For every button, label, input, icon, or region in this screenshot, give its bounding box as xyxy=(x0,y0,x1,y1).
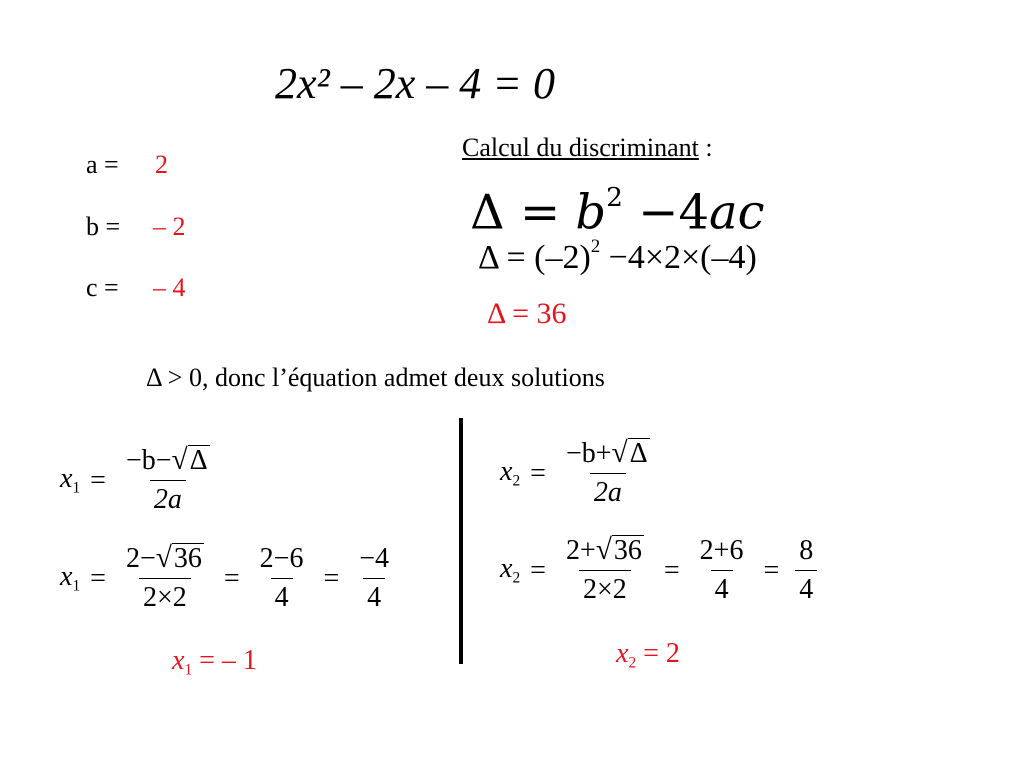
delta-symbol: Δ xyxy=(470,184,505,241)
x2-result: $x_2 = 2$ xyxy=(616,638,680,672)
x1-calc-equals-2: = xyxy=(223,562,240,594)
x2-calc-fraction-3: $\frac{8}{4}$ xyxy=(795,535,817,606)
coef-c-value: – 4 xyxy=(153,273,186,302)
x2-calc-equals: = xyxy=(530,554,546,586)
x1-fraction xyxy=(122,445,214,516)
x1-calculation xyxy=(60,543,399,614)
formula-minus-four: −4 xyxy=(638,184,709,241)
x1-denominator: 2a xyxy=(150,480,186,516)
discriminant-title-suffix: : xyxy=(698,133,713,162)
equals-sign: = xyxy=(519,184,561,241)
x2-calc-fraction-2: $\frac{2+6}{4}$ xyxy=(699,535,744,605)
x1-calc-equals-3: = xyxy=(323,562,340,594)
x1-calc-var: $x_1$ xyxy=(60,561,81,595)
formula-exponent: 2 xyxy=(606,182,623,213)
calc-lhs: Δ = (–2) xyxy=(478,238,591,276)
discriminant-title-text: Calcul du discriminant xyxy=(462,133,699,162)
discriminant-formula xyxy=(470,182,764,240)
x2-calc-fraction-1: 2+ √ 36 2×2 xyxy=(565,534,642,605)
sqrt-36-x1: √ 36 xyxy=(155,542,202,575)
discriminant-title xyxy=(462,133,713,163)
x2-calc-equals-2: = xyxy=(663,554,680,586)
x2-equals: = xyxy=(530,457,546,489)
x1-numerator: −b− √ Δ xyxy=(125,444,208,477)
x1-var: $x_1$ xyxy=(60,463,81,497)
conclusion-text: Δ > 0, donc l’équation admet deux solutions xyxy=(146,363,605,392)
main-equation: 2x² – 2x – 4 = 0 xyxy=(275,59,555,108)
x2-calc-var: $x_2$ xyxy=(500,553,521,587)
x2-fraction xyxy=(562,438,654,509)
calc-rest: −4×2×(–4) xyxy=(600,238,757,276)
x2-calc-equals-3: = xyxy=(763,554,780,586)
discriminant-result: Δ = 36 xyxy=(487,297,567,330)
solutions-divider xyxy=(459,418,463,664)
sqrt-delta-x1: √ Δ xyxy=(171,444,208,477)
x2-denominator: 2a xyxy=(590,473,626,509)
x1-calc-equals: = xyxy=(90,562,106,594)
coef-a-value: 2 xyxy=(155,150,168,179)
coef-c-label: c = xyxy=(86,273,119,302)
x1-calc-fraction-2: $\frac{2-6}{4}$ xyxy=(259,543,304,613)
x2-formula xyxy=(500,438,660,509)
x2-var: $x_2$ xyxy=(500,456,521,490)
coef-b-value: – 2 xyxy=(153,212,186,241)
x1-calc-fraction-1: 2− √ 36 2×2 xyxy=(125,542,202,613)
calc-exponent: 2 xyxy=(590,236,601,257)
coef-a-label: a = xyxy=(86,150,119,179)
sqrt-delta-x2: √ Δ xyxy=(611,437,648,470)
x2-calculation xyxy=(500,535,823,606)
x1-calc-fraction-3: $\frac{-4}{4}$ xyxy=(359,543,390,613)
sqrt-36-x2: √ 36 xyxy=(595,534,642,567)
x2-numerator: −b+ √ Δ xyxy=(565,437,648,470)
discriminant-calculation xyxy=(478,236,757,277)
formula-ac: ac xyxy=(708,184,765,241)
coef-b-label: b = xyxy=(86,212,121,241)
x1-equals: = xyxy=(90,464,106,496)
x1-formula xyxy=(60,445,220,516)
x1-result: $x_1$ = – 1 xyxy=(172,645,257,679)
formula-b: b xyxy=(575,184,607,241)
